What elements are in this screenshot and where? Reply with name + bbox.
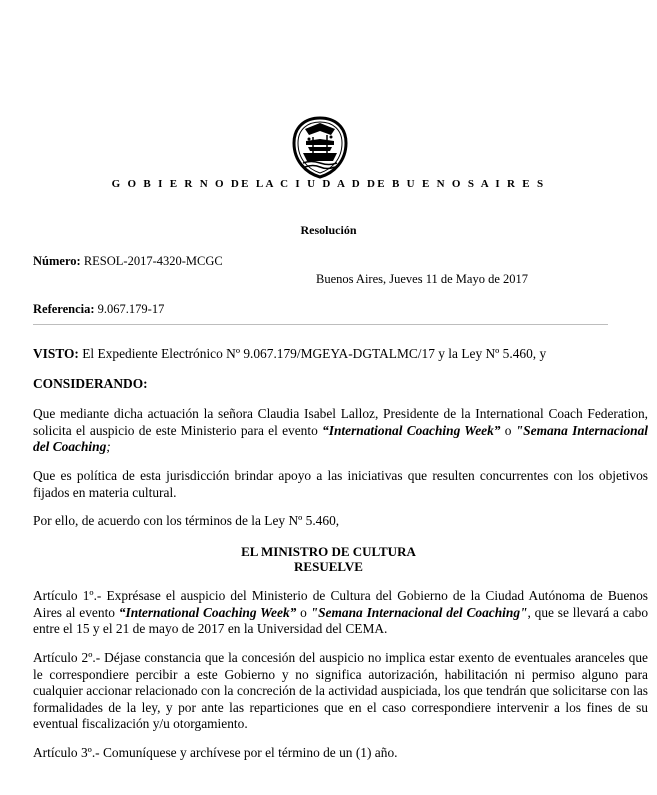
divider	[33, 324, 608, 325]
city-coat-of-arms-icon	[291, 115, 349, 179]
considerando-paragraph-1	[33, 406, 648, 456]
visto-label: VISTO:	[33, 346, 79, 361]
visto-text: El Expediente Electrónico Nº 9.067.179/MGEYA-DGTALMC/17 y la Ley Nº 5.460, y	[78, 346, 547, 361]
a1-start: Artículo 1º.- Exprésase el auspicio del Ministerio de Cultura del Gobierno de la Ciudad Autónoma de Buenos Aires al evento	[33, 588, 648, 620]
p1-end: ;	[106, 439, 111, 454]
ministro-heading	[0, 544, 657, 574]
a1-end: , que se llevará a cabo entre el 15 y el 21 de mayo de 2017 en la Universidad del CEMA.	[33, 604, 649, 636]
numero-field	[33, 254, 223, 269]
numero-label: Número:	[33, 254, 81, 268]
place-date: Buenos Aires, Jueves 11 de Mayo de 2017	[316, 272, 529, 286]
ministro-line-2: RESUELVE	[294, 559, 363, 574]
a1-mid: o	[296, 604, 311, 620]
articulo-1	[33, 588, 648, 638]
a1-event-es: "Semana Internacional del Coaching"	[310, 604, 528, 620]
ministro-line-1: EL MINISTRO DE CULTURA	[241, 544, 416, 559]
government-header: G O B I E R N O DE LA C I U D A D DE B U E N O S A I R E S	[111, 178, 546, 190]
considerando-heading	[33, 376, 648, 393]
articulo-3: Artículo 3º.- Comuníquese y archívese por el término de un (1) año.	[33, 745, 398, 760]
referencia-value: 9.067.179-17	[97, 302, 165, 316]
event-name-en: “International Coaching Week”	[322, 422, 501, 438]
document-type: Resolución	[300, 223, 357, 237]
numero-value: RESOL-2017-4320-MCGC	[83, 254, 223, 268]
considerando-label: CONSIDERANDO:	[33, 376, 148, 391]
a1-event-en: “International Coaching Week”	[118, 604, 297, 620]
articulo-2: Artículo 2º.- Déjase constancia que la concesión del auspicio no implica estar exento de eventuales aranceles que le correspondiere percibir a este Gobierno y no significa autorización, habilitación ni permiso alguno para cualquier accionar relacionado con la concreción de la actividad auspiciada, los que tendrán que solicitarse con las formalidades de la ley, y por ante las reparticiones que en el caso correspondiere intervenir a los fines de su eventual fiscalización y/u otorgamiento.	[33, 650, 648, 731]
p1-mid: o	[500, 422, 516, 438]
considerando-paragraph-3: Por ello, de acuerdo con los términos de la Ley Nº 5.460,	[33, 513, 340, 528]
event-name-es: "Semana Internacional del Coaching	[33, 422, 648, 454]
referencia-field	[33, 302, 164, 317]
referencia-label: Referencia:	[33, 302, 95, 316]
considerando-paragraph-2: Que es política de esta jurisdicción brindar apoyo a las iniciativas que resulten concurrentes con los objetivos fijados en materia cultural.	[33, 468, 648, 500]
p1-start: Que mediante dicha actuación la señora Claudia Isabel Lalloz, Presidente de la International Coach Federation, solicita el auspicio de este Ministerio para el evento	[33, 406, 648, 438]
visto-paragraph	[33, 346, 648, 363]
